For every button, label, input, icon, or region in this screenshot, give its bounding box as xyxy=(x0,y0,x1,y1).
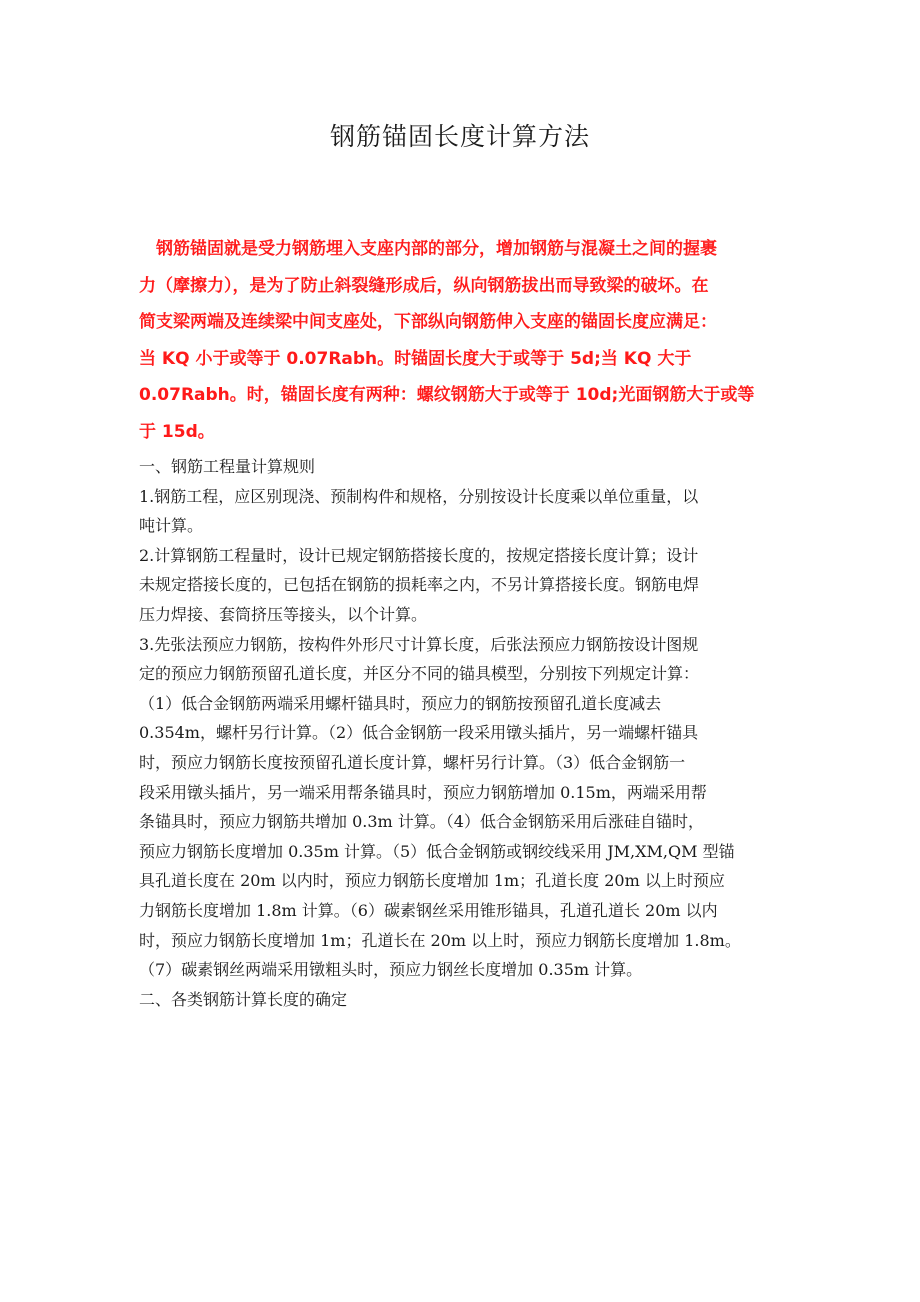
body-line: （1）低合金钢筋两端采用螺杆锚具时，预应力的钢筋按预留孔道长度减去 xyxy=(139,693,662,713)
intro-line: 力（摩擦力），是为了防止斜裂缝形成后，纵向钢筋拔出而导致梁的破坏。在 xyxy=(139,275,709,296)
intro-line: 当 KQ 小于或等于 0.07Rabh。时锚固长度大于或等于 5d;当 KQ 大于 xyxy=(139,348,692,369)
intro-paragraph xyxy=(139,231,789,451)
body-section xyxy=(139,452,789,1014)
intro-line: 钢筋锚固就是受力钢筋埋入支座内部的部分，增加钢筋与混凝土之间的握裹 xyxy=(139,239,717,259)
document-title: 钢筋锚固长度计算方法 xyxy=(329,122,590,151)
body-line: 2.计算钢筋工程量时，设计已规定钢筋搭接长度的，按规定搭接长度计算；设计 xyxy=(139,545,699,565)
body-line: （7）碳素钢丝两端采用镦粗头时，预应力钢丝长度增加 0.35m 计算。 xyxy=(139,960,643,980)
body-line: 具孔道长度在 20m 以内时，预应力钢筋长度增加 1m；孔道长度 20m 以上时预应 xyxy=(139,871,725,891)
intro-line: 于 15d。 xyxy=(139,421,215,442)
body-line: 段采用镦头插片，另一端采用帮条锚具时，预应力钢筋增加 0.15m，两端采用帮 xyxy=(139,782,707,802)
body-line: 时，预应力钢筋长度按预留孔道长度计算，螺杆另行计算。（3）低合金钢筋一 xyxy=(139,752,686,772)
body-line: 0.354m，螺杆另行计算。（2）低合金钢筋一段采用镦头插片，另一端螺杆锚具 xyxy=(139,723,699,743)
body-line: 力钢筋长度增加 1.8m 计算。（6）碳素钢丝采用锥形锚具，孔道孔道长 20m 以内 xyxy=(139,900,718,920)
body-line: 3.先张法预应力钢筋，按构件外形尺寸计算长度，后张法预应力钢筋按设计图规 xyxy=(139,634,699,654)
section-heading-2: 二、各类钢筋计算长度的确定 xyxy=(139,989,348,1009)
body-line: 预应力钢筋长度增加 0.35m 计算。（5）低合金钢筋或钢绞线采用 JM,XM,QM 型锚 xyxy=(139,841,735,861)
body-line: 未规定搭接长度的，已包括在钢筋的损耗率之内，不另计算搭接长度。钢筋电焊 xyxy=(139,575,700,595)
body-line: 定的预应力钢筋预留孔道长度，并区分不同的锚具模型，分别按下列规定计算： xyxy=(139,664,700,684)
intro-line: 0.07Rabh。时，锚固长度有两种：螺纹钢筋大于或等于 10d;光面钢筋大于或等 xyxy=(139,385,755,406)
body-line: 1.钢筋工程，应区别现浇、预制构件和规格，分别按设计长度乘以单位重量，以 xyxy=(139,486,699,506)
section-heading-1: 一、钢筋工程量计算规则 xyxy=(139,457,316,476)
body-line: 条锚具时，预应力钢筋共增加 0.3m 计算。（4）低合金钢筋采用后涨硅自锚时， xyxy=(139,812,704,832)
body-line: 压力焊接、套筒挤压等接头，以个计算。 xyxy=(139,604,428,624)
body-line: 时，预应力钢筋长度增加 1m；孔道长在 20m 以上时，预应力钢筋长度增加 1.8m。 xyxy=(139,930,741,950)
body-line: 吨计算。 xyxy=(139,516,204,536)
intro-line: 简支梁两端及连续梁中间支座处，下部纵向钢筋伸入支座的锚固长度应满足： xyxy=(139,312,717,333)
